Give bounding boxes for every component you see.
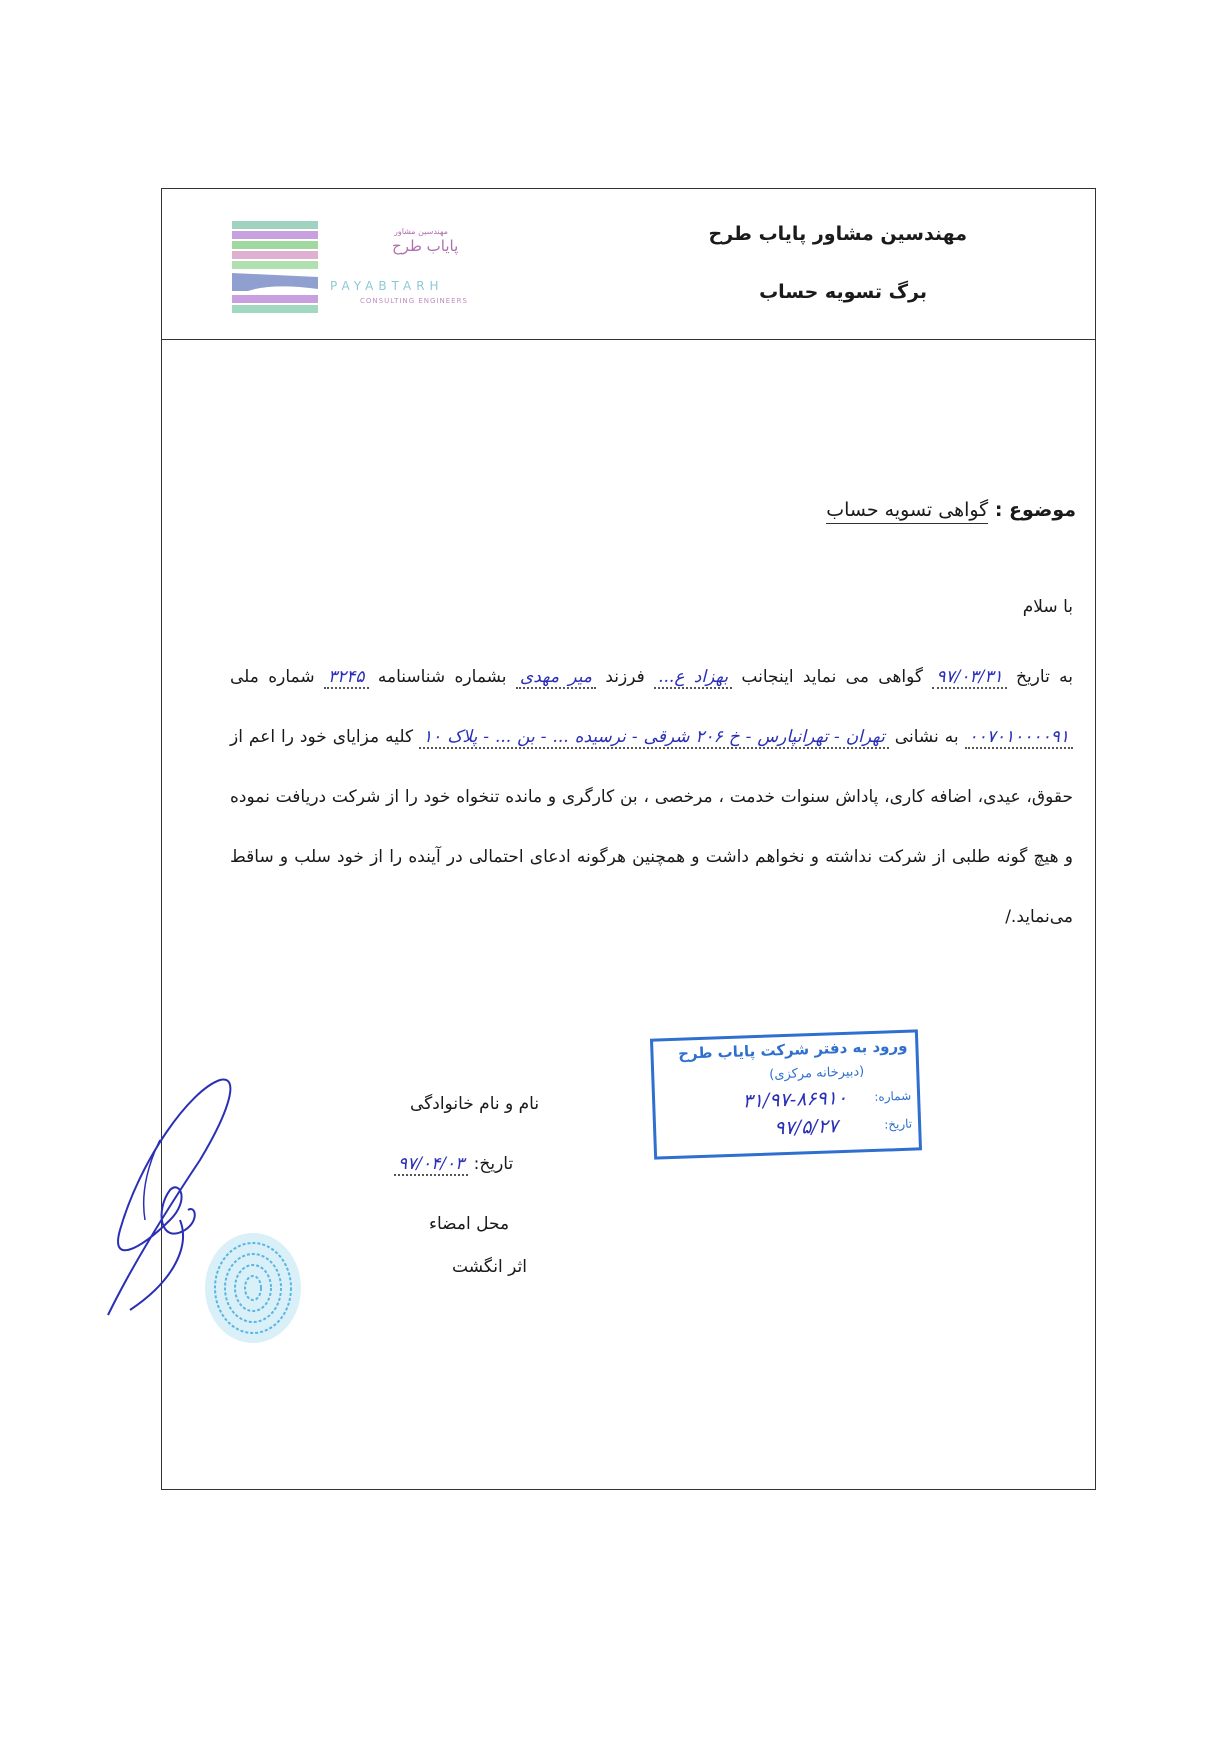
handwritten-signature-date: ۹۷/۰۴/۰۳ (394, 1154, 468, 1176)
name-label: نام و نام خانوادگی (410, 1094, 540, 1114)
stamp-number-label: شماره: (874, 1088, 912, 1104)
handwritten-national-id: ۰۰۷۰۱۰۰۰۰۹۱ (965, 727, 1073, 749)
logo-english-name: PAYABTARH (330, 279, 444, 293)
received-stamp (650, 1029, 922, 1159)
body-text-6: به نشانی (888, 727, 965, 747)
date-label: تاریخ: (468, 1154, 514, 1174)
stamp-title: ورود به دفتر شرکت پایاب طرح (677, 1036, 908, 1063)
body-text-1: به تاریخ (1006, 667, 1073, 687)
stamp-subtitle: (دبیرخانه مرکزی) (769, 1064, 865, 1083)
body-text-4: بشماره شناسنامه (368, 667, 516, 687)
company-name: مهندسین مشاور پایاب طرح (708, 223, 967, 245)
subject-line (826, 499, 1076, 521)
logo-persian-name: پایاب طرح (392, 237, 459, 255)
body-text-2: گواهی می نماید اینجانب (732, 667, 933, 687)
signature-date (394, 1154, 513, 1174)
subject-label: موضوع : (988, 499, 1076, 521)
stamp-date-value: ۹۷/۵/۲۷ (773, 1115, 839, 1140)
company-logo (232, 221, 572, 313)
handwritten-name: بهزاد ع... (654, 667, 732, 689)
fingerprint-label: اثر انگشت (452, 1257, 527, 1277)
handwritten-address: تهران - تهرانپارس - خ ۲۰۶ شرقی - نرسیده ... - بن ... - پلاک ۱۰ (419, 727, 889, 749)
header-divider (162, 339, 1095, 340)
logo-persian-subtitle: مهندسین مشاور (394, 227, 448, 236)
handwritten-father-name: میر مهدی (516, 667, 596, 689)
body-text-rest: کلیه مزایای خود را اعم از حقوق، عیدی، اضافه کاری، پاداش سنوات خدمت ، مرخصی ، بن کارگری و مانده تنخواه خود را از شرکت دریافت نموده و هیچ گونه طلبی از شرکت نداشته و نخواهم داشت و همچنین هرگونه ادعای احتمالی در آینده را از خود سلب و ساقط می‌نماید./ (230, 727, 1073, 927)
handwritten-id-number: ۳۲۴۵ (324, 667, 369, 689)
body-text-5: شماره ملی (230, 667, 324, 687)
stamp-date-label: تاریخ: (883, 1116, 913, 1132)
fingerprint-icon (198, 1228, 308, 1348)
certificate-body (230, 647, 1073, 947)
logo-mark-icon (232, 221, 318, 313)
signature-place-label: محل امضاء (429, 1214, 510, 1234)
salutation: با سلام (1022, 597, 1073, 617)
handwritten-date: ۹۷/۰۳/۳۱ (932, 667, 1006, 689)
form-title: برگ تسویه حساب (759, 281, 927, 303)
stamp-number-value: ۳۱/۹۷-۸۶۹۱۰ (742, 1086, 848, 1113)
subject-value: گواهی تسویه حساب (826, 499, 988, 524)
logo-english-subtitle: CONSULTING ENGINEERS (360, 297, 468, 305)
body-text-3: فرزند (596, 667, 655, 687)
